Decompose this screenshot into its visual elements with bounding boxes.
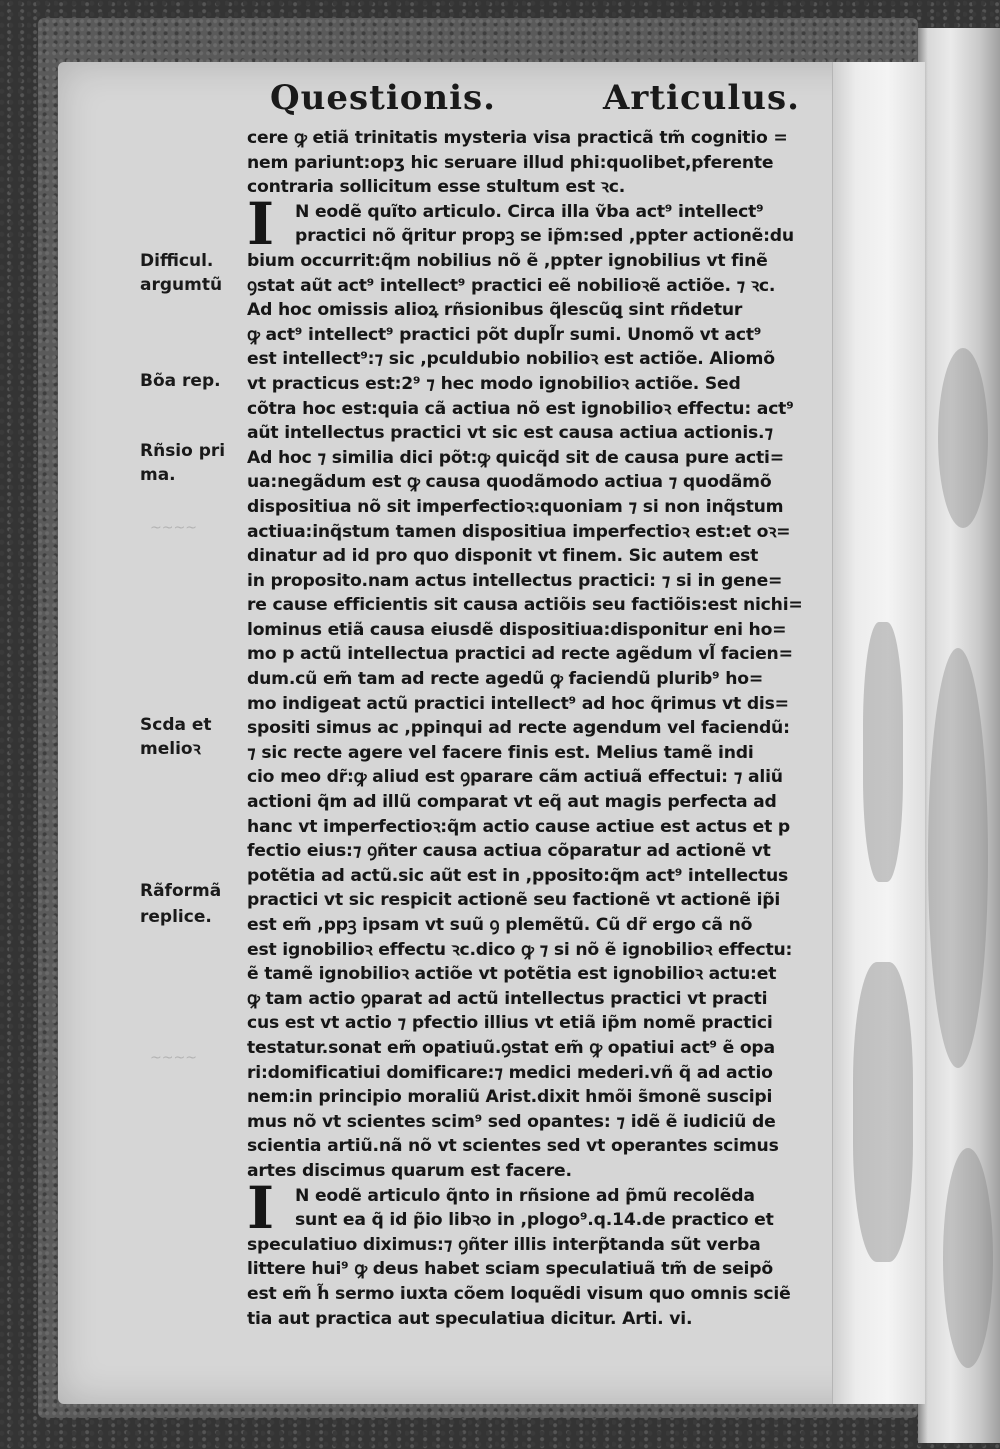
margin-note: replice. bbox=[140, 907, 212, 927]
margin-note: Bõa rep. bbox=[140, 371, 221, 391]
text-line: practici vt sic respicit actionẽ seu factionẽ vt actionẽ ip̃i bbox=[247, 890, 781, 911]
text-line: nem pariunt:opʒ hic seruare illud phi:quolibet,pferente bbox=[247, 152, 774, 173]
text-line: ꝙ act⁹ intellect⁹ practici põt dupl̃r sumi. Unomõ vt act⁹ bbox=[247, 324, 762, 345]
text-line: est em̃ ,ppꝫ ipsam vt suũ ꝯ plemẽtũ. Cũ dr̃ ergo cã nõ bbox=[247, 915, 753, 935]
running-head-left: Questionis. bbox=[270, 78, 497, 118]
text-line: practici nõ q̃ritur propꝫ se ip̃m:sed ,ppter actionẽ:du bbox=[295, 226, 794, 247]
show-through-mark: ~~~~ bbox=[150, 1050, 197, 1066]
text-line: nem:in principio moraliũ Arist.dixit hmõi s̃monẽ suscipi bbox=[247, 1087, 773, 1108]
running-head-right: Articulus. bbox=[603, 78, 800, 118]
folded-sheet-edge bbox=[832, 62, 925, 1404]
drop-initial: I bbox=[247, 1173, 274, 1242]
text-line-content: N eodẽ articulo q̃nto in rñsione ad p̃mũ recolẽda bbox=[295, 1185, 755, 1206]
text-line: speculatiuo diximus:⁊ ꝯñter illis interp̃tanda sũt verba bbox=[247, 1234, 761, 1255]
text-line: ri:domificatiui domificare:⁊ medici mederi.vñ q̃ ad actio bbox=[247, 1062, 773, 1083]
text-line: bium occurrit:q̃m nobilius nõ ẽ ,ppter ignobilius vt finẽ bbox=[247, 250, 768, 271]
text-line: tia aut practica aut speculatiua dicitur. Arti. vi. bbox=[247, 1308, 693, 1329]
margin-note: Difficul. bbox=[140, 251, 214, 271]
text-line: testatur.sonat em̃ opatiuũ.ꝯstat em̃ ꝙ opatiui act⁹ ẽ opa bbox=[247, 1037, 775, 1058]
text-line: cio meo dr̃:ꝙ aliud est ꝯparare cãm actiuã effectui: ⁊ aliũ bbox=[247, 767, 783, 788]
text-line: ꝯstat aũt act⁹ intellect⁹ practici eẽ nobilioꝛẽ actiõe. ⁊ ꝛc. bbox=[247, 275, 776, 296]
running-head bbox=[260, 78, 800, 118]
text-line: cere ꝙ etiã trinitatis mysteria visa practicã tm̃ cognitio = bbox=[247, 128, 788, 148]
text-line: cus est vt actio ⁊ pfectio illius vt etiã ip̃m nomẽ practici bbox=[247, 1013, 773, 1034]
text-line: dinatur ad id pro quo disponit vt finem. Sic autem est bbox=[247, 546, 759, 567]
stain bbox=[863, 622, 903, 882]
text-line: Ad hoc omissis alioꝝ rñsionibus q̃lescũꝗ sint rñdetur bbox=[247, 300, 743, 321]
margin-note: melioꝛ bbox=[140, 739, 201, 759]
text-line: contraria sollicitum esse stultum est ꝛc. bbox=[247, 177, 626, 198]
text-line: spositi simus ac ,ppinqui ad recte agendum vel faciendũ: bbox=[247, 718, 790, 739]
text-line: est intellect⁹:⁊ sic ,pculdubio nobilioꝛ est actiõe. Aliomõ bbox=[247, 349, 775, 370]
drop-initial: I bbox=[247, 189, 274, 258]
text-line: vt practicus est:2⁹ ⁊ hec modo ignobilioꝛ actiõe. Sed bbox=[247, 373, 741, 394]
stain bbox=[943, 1148, 993, 1368]
text-line: ⁊ sic recte agere vel facere finis est. Melius tamẽ indi bbox=[247, 742, 754, 763]
text-line: mus nõ vt scientes scim⁹ sed opantes: ⁊ idẽ ẽ iudiciũ de bbox=[247, 1111, 776, 1132]
text-line: scientia artiũ.nã nõ vt scientes sed vt operantes scimus bbox=[247, 1136, 779, 1157]
text-line: ꝙ tam actio ꝯparat ad actũ intellectus practici vt practi bbox=[247, 988, 768, 1009]
text-line: littere hui⁹ ꝙ deus habet sciam speculatiuã tm̃ de seipõ bbox=[247, 1259, 773, 1280]
text-line: dispositiua nõ sit imperfectioꝛ:quoniam ⁊ si non inq̃stum bbox=[247, 496, 784, 517]
text-line: Ad hoc ⁊ similia dici põt:ꝙ quicq̃d sit de causa pure acti= bbox=[247, 447, 784, 468]
text-line: re cause efficientis sit causa actiõis seu factiõis:est nichi= bbox=[247, 595, 803, 616]
text-line: est ignobilioꝛ effectu ꝛc.dico ꝙ ⁊ si nõ ẽ ignobilioꝛ effectu: bbox=[247, 939, 793, 960]
text-line: sunt ea q̃ id p̃io libꝛo in ,plogo⁹.q.14.de practico et bbox=[295, 1210, 774, 1231]
text-line: dum.cũ em̃ tam ad recte agedũ ꝙ faciendũ plurib⁹ ho= bbox=[247, 669, 764, 690]
text-line: actiua:inq̃stum tamen dispositiua imperfectioꝛ est:et oꝛ= bbox=[247, 521, 791, 542]
text-line: est em̃ h̃ sermo iuxta cõem loquẽdi visum quo omnis sciẽ bbox=[247, 1283, 791, 1304]
text-line: fectio eius:⁊ ꝯñter causa actiua cõparatur ad actionẽ vt bbox=[247, 841, 771, 862]
text-line: ẽ tamẽ ignobilioꝛ actiõe vt potẽtia est ignobilioꝛ actu:et bbox=[247, 964, 777, 985]
text-line: mo p actũ intellectua practici ad recte agẽdum vl̃ facien= bbox=[247, 644, 793, 665]
stain bbox=[928, 648, 988, 1068]
margin-note: argumtũ bbox=[140, 275, 223, 295]
text-line: mo indigeat actũ practici intellect⁹ ad hoc q̃rimus vt dis= bbox=[247, 693, 789, 714]
show-through-mark: ~~~~ bbox=[150, 520, 197, 536]
text-line: hanc vt imperfectioꝛ:q̃m actio cause actiue est actus et p bbox=[247, 816, 790, 837]
margin-note: ma. bbox=[140, 465, 176, 485]
facing-page-edge bbox=[918, 28, 1000, 1443]
stain bbox=[938, 348, 988, 528]
text-line-content: N eodẽ quĩto articulo. Circa illa ṽba act⁹ intellect⁹ bbox=[295, 201, 764, 222]
text-line: potẽtia ad actũ.sic aũt est in ,pposito:q̃m act⁹ intellectus bbox=[247, 865, 789, 886]
text-line: in proposito.nam actus intellectus practici: ⁊ si in gene= bbox=[247, 570, 783, 591]
margin-note: Rñsio pri bbox=[140, 441, 226, 461]
text-line: lominus etiã causa eiusdẽ dispositiua:disponitur eni ho= bbox=[247, 619, 787, 640]
margin-note: Scda et bbox=[140, 715, 212, 735]
margin-note: Rãformã bbox=[140, 881, 222, 901]
stain bbox=[853, 962, 913, 1262]
text-line: artes discimus quarum est facere. bbox=[247, 1160, 572, 1181]
text-line: ua:negãdum est ꝙ causa quodãmodo actiua ⁊ quodãmõ bbox=[247, 472, 772, 493]
main-text-column bbox=[247, 126, 827, 1331]
text-line: cõtra hoc est:quia cã actiua nõ est ignobilioꝛ effectu: act⁹ bbox=[247, 398, 794, 419]
text-line: aũt intellectus practici vt sic est causa actiua actionis.⁊ bbox=[247, 423, 774, 444]
text-line: actioni q̃m ad illũ comparat vt eq̃ aut magis perfecta ad bbox=[247, 792, 777, 813]
